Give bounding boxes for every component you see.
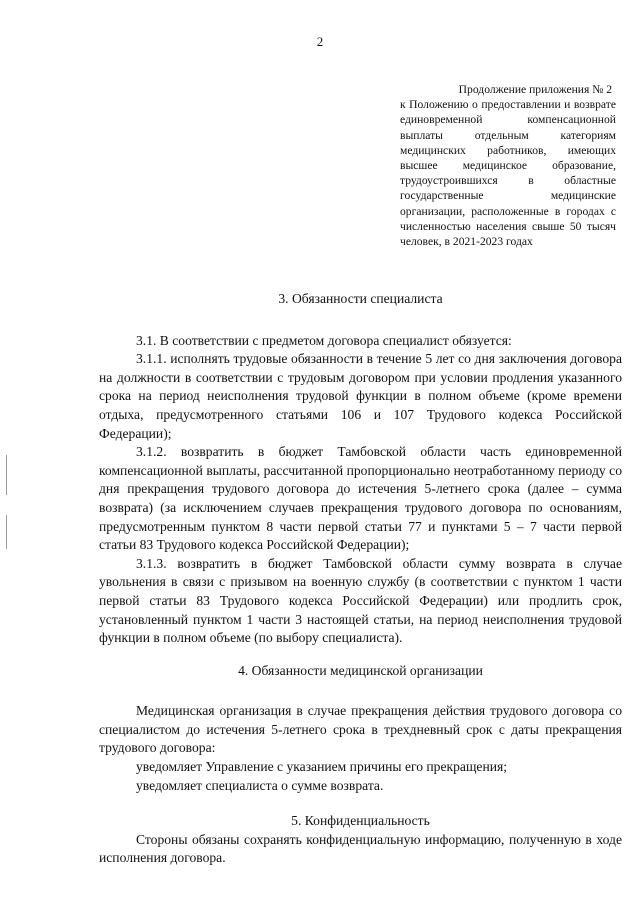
- section-5-heading: 5. Конфиденциальность: [291, 813, 430, 829]
- scan-edge-mark: [6, 455, 7, 495]
- paragraph-3-1-1: 3.1.1. исполнять трудовые обязанности в течение 5 лет со дня заключения договора на должности в соответствии с трудовым договором при условии продления указанного срока на период неисполнения трудовой функции в полном объеме (кроме времени отдыха, предусмотренного статьями 106 и 107 Трудового кодекса Российской Федерации);: [99, 351, 622, 441]
- section-3-heading: 3. Обязанности специалиста: [278, 291, 443, 306]
- paragraph-3-1-3: 3.1.3. возвратить в бюджет Тамбовской области сумму возврата в случае увольнения в связи с призывом на военную службу (в соответствии с пунктом 1 части первой статьи 83 Трудового кодекса Российской Федерации) или продлить срок, установленный пунктом 1 части 3 настоящей статьи, на период неисполнения трудовой функции в полном объеме (по выбору специалиста).: [99, 555, 622, 646]
- paragraph-3-1: 3.1. В соответствии с предметом договора специалист обязуется:: [136, 332, 512, 348]
- document-body: [99, 290, 622, 868]
- section-4-item-1: уведомляет Управление с указанием причины его прекращения;: [136, 759, 508, 775]
- appendix-note-text: к Положению о предоставлении и возврате единовременной компенсационной выплаты отдельным категориям медицинских работников, имеющих высшее медицинское образование, трудоустроившихся в областные государственные медицинские организации, расположенные в городах с численностью населения свыше 50 тысяч человек, в 2021-2023 годах: [400, 98, 616, 249]
- scan-edge-mark: [6, 515, 7, 549]
- page-number: 2: [316, 34, 324, 49]
- appendix-note: [400, 82, 616, 249]
- section-4-heading: 4. Обязанности медицинской организации: [238, 662, 483, 678]
- section-4-intro: Медицинская организация в случае прекращения действия трудового договора со специалистом до истечения 5-летнего срока в трехдневный срок с даты прекращения трудового договора:: [99, 703, 622, 756]
- paragraph-3-1-2: 3.1.2. возвратить в бюджет Тамбовской области часть единовременной компенсационной выплаты, рассчитанной пропорционально неотработанному периоду со дня прекращения трудового договора до истечения 5-летнего срока (далее – сумма возврата) (за исключением случаев прекращения трудового договора по основаниям, предусмотренным пунктом 8 части первой статьи 77 и пунктами 5 – 7 части первой статьи 83 Трудового кодекса Российской Федерации);: [99, 444, 622, 553]
- section-5-text: Стороны обязаны сохранять конфиденциальную информацию, полученную в ходе исполнения договора.: [99, 831, 622, 866]
- appendix-note-heading: Продолжение приложения № 2: [458, 83, 612, 96]
- section-4-item-2: уведомляет специалиста о сумме возврата.: [136, 777, 384, 793]
